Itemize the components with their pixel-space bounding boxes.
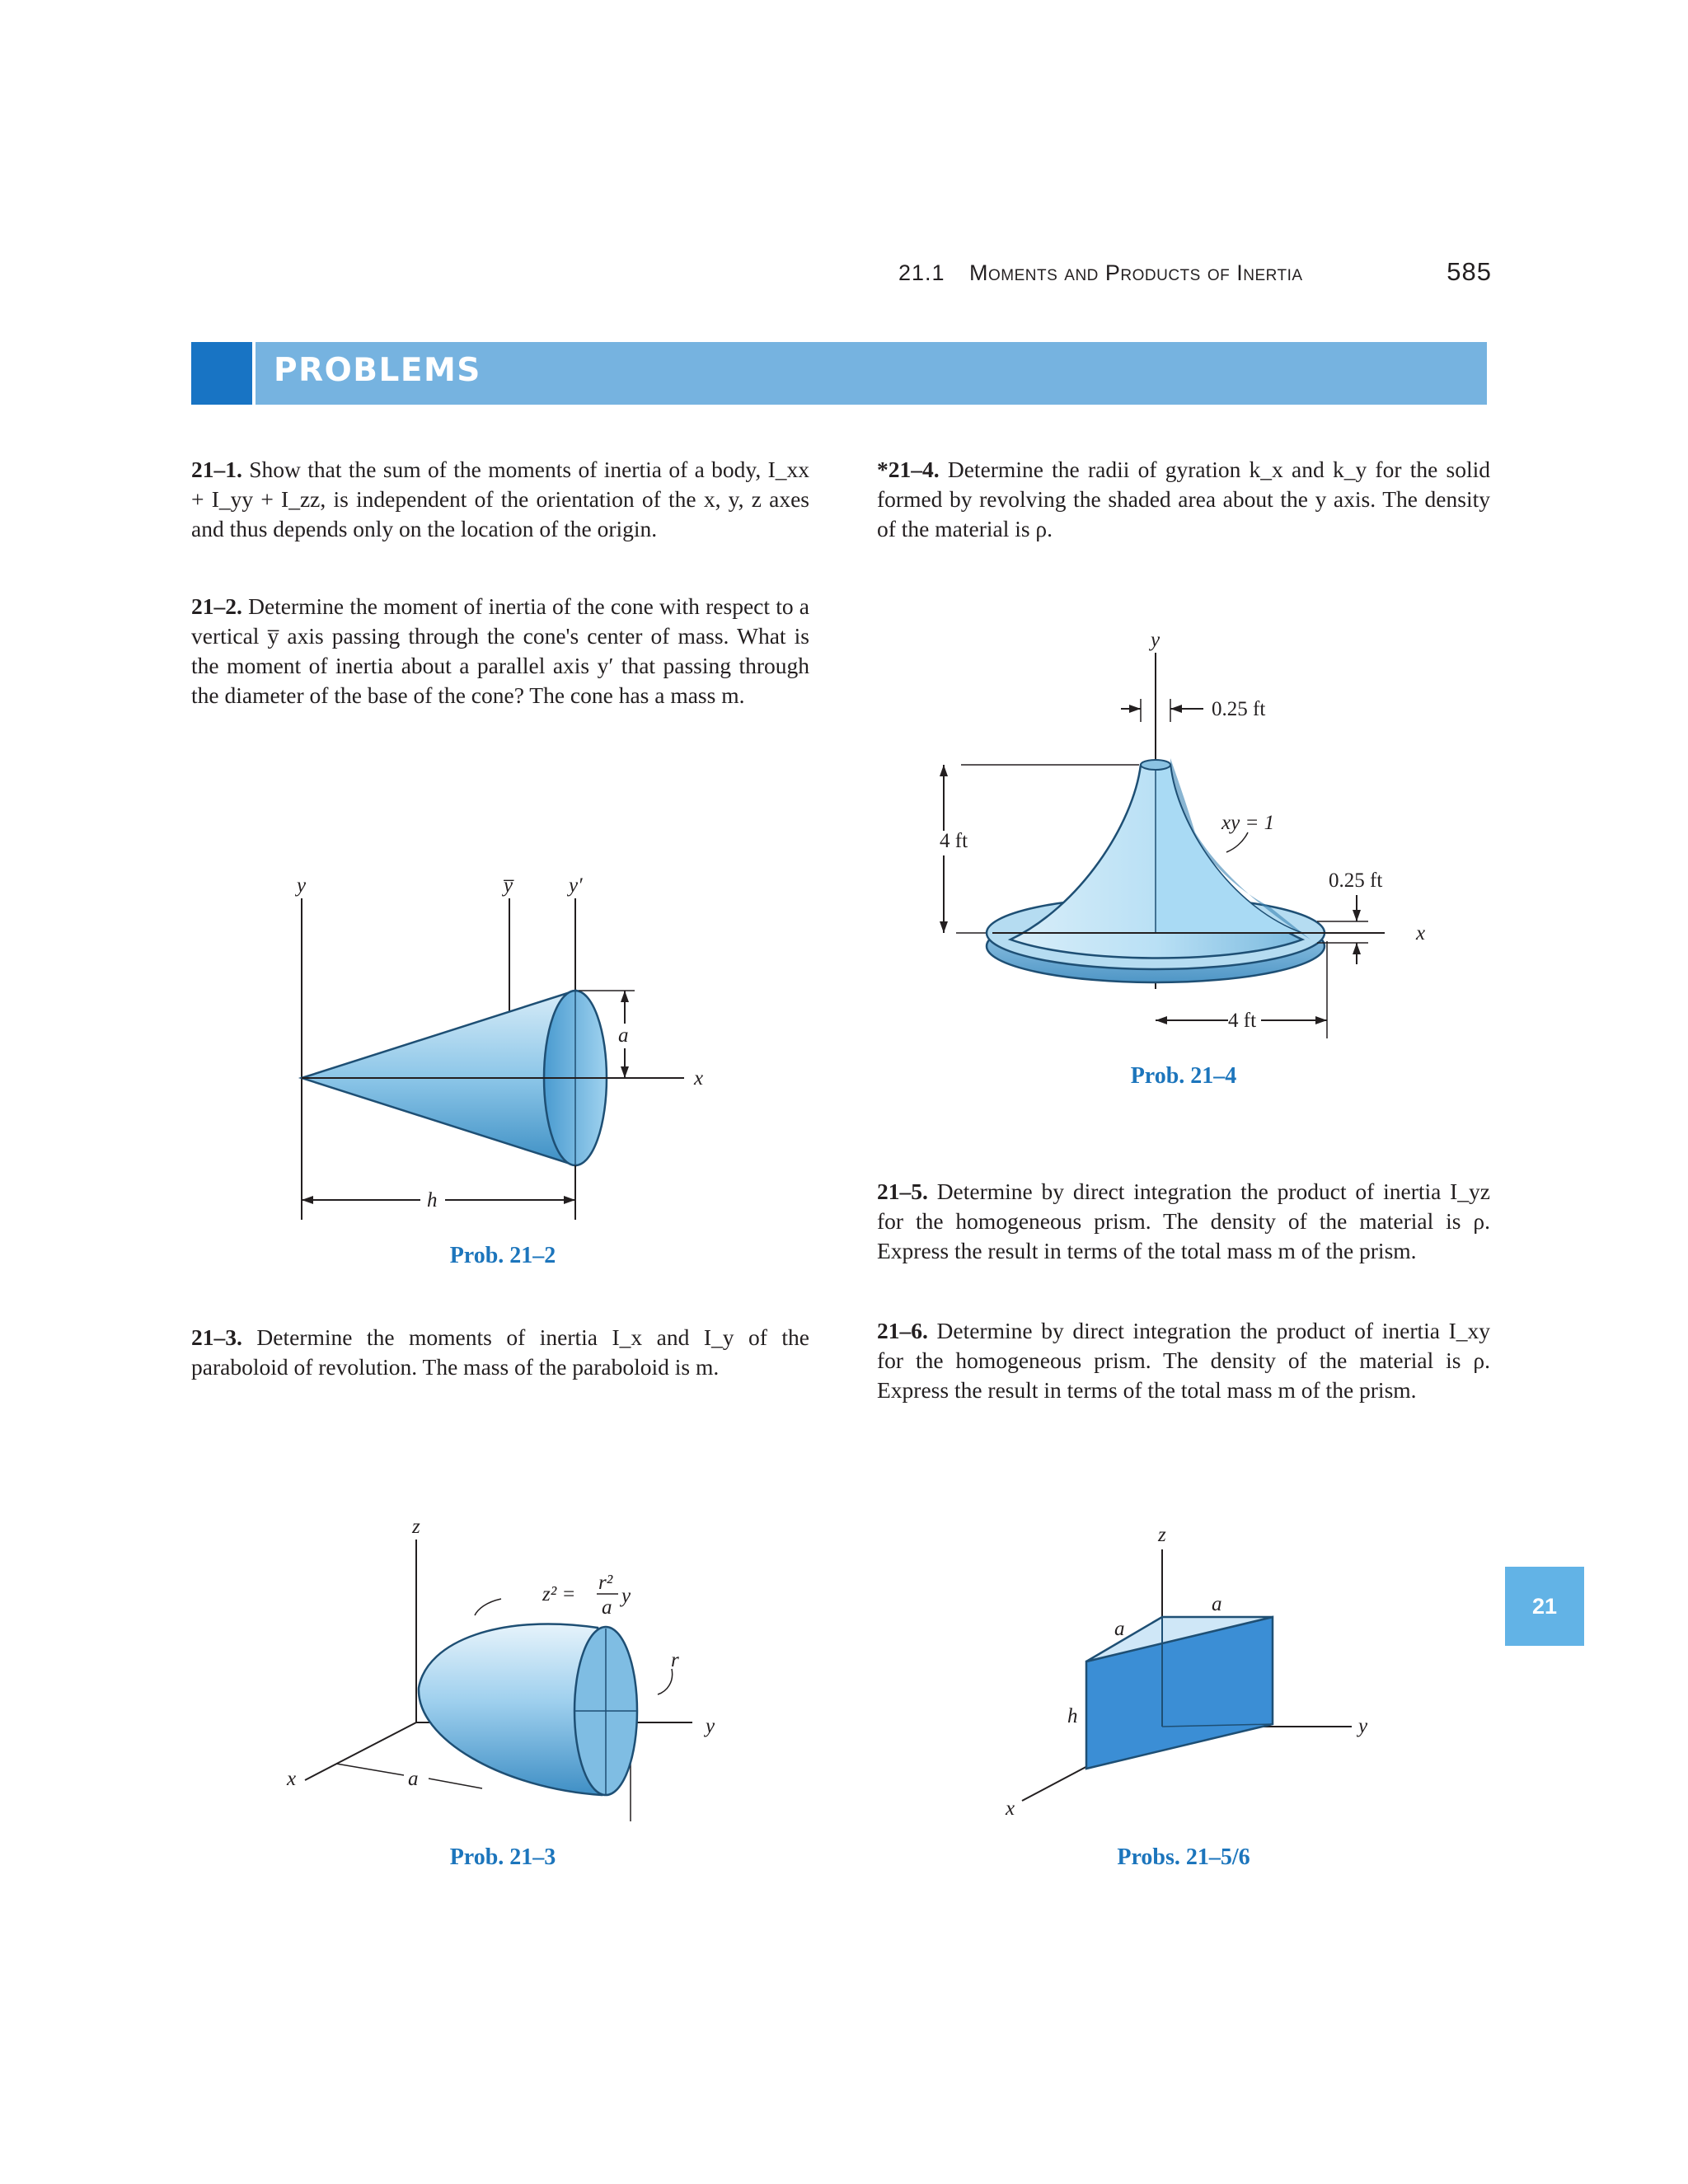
problem-number: *21–4.: [877, 457, 940, 482]
height-arrow-top: [940, 765, 948, 776]
label-yprime: y′: [569, 874, 583, 897]
a-dim-line-right: [429, 1779, 482, 1788]
caption-21-4: Prob. 21–4: [1130, 1063, 1237, 1089]
revolved-solid-figure: [923, 626, 1451, 1055]
running-head: [898, 260, 1492, 293]
h-arrow-left: [302, 1196, 313, 1204]
a-arrow-top: [621, 991, 629, 1002]
label-radius: 4 ft: [1228, 1010, 1257, 1032]
equation-numerator: r²: [598, 1572, 613, 1594]
label-y: y: [297, 874, 307, 897]
problem-21-3: [191, 1323, 809, 1382]
label-a-top: a: [1212, 1593, 1222, 1615]
top-dim-arrow-right: [1170, 705, 1182, 713]
chapter-tab: 21: [1505, 1567, 1584, 1646]
problem-text: Determine by direct integration the product of inertia I_xy for the homogeneous prism. The density of the material is ρ. Express the result in terms of the total mass m of the prism.: [877, 1318, 1491, 1403]
caption-21-2: Prob. 21–2: [449, 1243, 556, 1268]
thickness-arrow-top: [1353, 910, 1361, 921]
section-number: 21.1: [898, 260, 945, 285]
problem-21-5: [877, 1177, 1490, 1266]
problem-number: 21–3.: [191, 1324, 242, 1350]
label-a: a: [408, 1768, 419, 1790]
label-x: x: [1416, 922, 1426, 944]
problem-text: Determine by direct integration the product of inertia I_yz for the homogeneous prism. The density of the material is ρ. Express the result in terms of the total mass m of the prism.: [877, 1179, 1491, 1263]
label-curve: xy = 1: [1221, 812, 1275, 834]
label-z: z: [412, 1516, 420, 1538]
prism-figure: [989, 1516, 1401, 1821]
label-y: y: [706, 1715, 715, 1737]
x-axis: [305, 1722, 416, 1780]
problem-text: Determine the moments of inertia I_x and I_y of the paraboloid of revolution. The mass of the paraboloid is m.: [191, 1324, 810, 1380]
problem-number: 21–1.: [191, 457, 242, 482]
label-h: h: [427, 1189, 438, 1212]
radius-arrow-left: [1156, 1016, 1167, 1024]
equation-lhs: z² =: [542, 1583, 576, 1605]
curve-leader: [1226, 832, 1248, 852]
problem-21-4: [877, 455, 1490, 544]
label-height: 4 ft: [940, 830, 968, 852]
problem-21-6: [877, 1316, 1490, 1405]
problem-number: 21–5.: [877, 1179, 928, 1204]
label-y: y: [1151, 629, 1160, 651]
height-arrow-bottom: [940, 921, 948, 933]
label-top-dim: 0.25 ft: [1212, 698, 1266, 720]
cone-figure: [280, 874, 742, 1236]
caption-21-3: Prob. 21–3: [449, 1844, 556, 1870]
label-x: x: [694, 1067, 704, 1090]
label-r: r: [671, 1649, 679, 1671]
top-cap: [1141, 760, 1170, 770]
problem-number: 21–2.: [191, 593, 242, 619]
h-arrow-right: [564, 1196, 575, 1204]
problem-21-2: [191, 592, 809, 710]
equation-denominator: a: [602, 1596, 612, 1619]
label-a-left: a: [1114, 1618, 1125, 1640]
label-thickness: 0.25 ft: [1329, 869, 1383, 892]
label-x: x: [1006, 1797, 1015, 1820]
banner-title: PROBLEMS: [274, 352, 481, 389]
a-arrow-bottom: [621, 1066, 629, 1078]
top-dim-arrow-left: [1129, 705, 1141, 713]
equation-y: y: [621, 1585, 631, 1607]
label-x: x: [287, 1768, 297, 1790]
problem-number: 21–6.: [877, 1318, 928, 1343]
problem-text: Determine the moment of inertia of the cone with respect to a vertical y̅ axis passing through the cone's center of mass. What is the moment of inertia about a parallel axis y′ that passing through the diameter of the base of the cone? The cone has a mass m.: [191, 593, 809, 708]
paraboloid-figure: [280, 1516, 742, 1821]
a-dim-line-left: [336, 1764, 404, 1775]
caption-21-5-6: Probs. 21–5/6: [1117, 1844, 1250, 1870]
label-z: z: [1158, 1524, 1166, 1546]
problem-text: Show that the sum of the moments of inertia of a body, I_xx + I_yy + I_zz, is independent of the orientation of the x, y, z axes and thus depends only on the location of the origin.: [191, 457, 810, 541]
problem-21-1: [191, 455, 809, 544]
r-leader: [658, 1669, 673, 1694]
label-h: h: [1067, 1705, 1078, 1727]
label-ybar: y̅: [504, 874, 513, 897]
label-y: y: [1358, 1715, 1368, 1737]
section-title: Moments and Products of Inertia: [969, 260, 1303, 285]
problems-banner: [191, 342, 1487, 405]
equation-leader: [475, 1599, 501, 1615]
radius-arrow-right: [1315, 1016, 1327, 1024]
page-number: 585: [1447, 257, 1492, 286]
label-a: a: [618, 1024, 629, 1047]
banner-square: [191, 342, 252, 405]
problem-text: Determine the radii of gyration k_x and k_y for the solid formed by revolving the shaded area about the y axis. The density of the material is ρ.: [877, 457, 1491, 541]
thickness-arrow-bottom: [1353, 943, 1361, 954]
